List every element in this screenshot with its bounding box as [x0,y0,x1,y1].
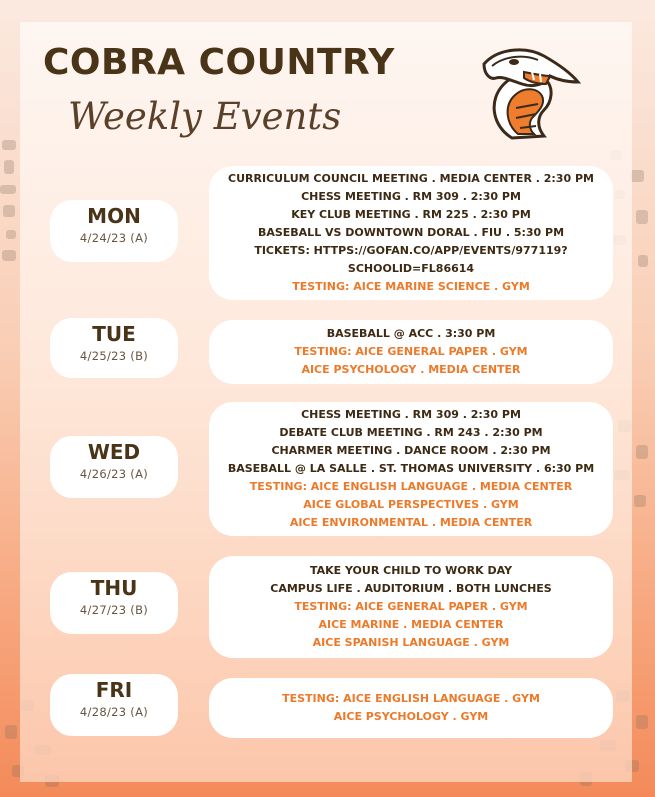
events-card-fri [209,678,613,738]
day-card-tue [50,318,178,378]
testing-line: TESTING: AICE GENERAL PAPER . GYM [294,345,528,358]
day-card-fri [50,674,178,736]
day-card-thu [50,572,178,634]
page-title: COBRA COUNTRY [43,42,395,83]
event-line: CURRICULUM COUNCIL MEETING . MEDIA CENTER . 2:30 PM [228,172,594,185]
page-subtitle: Weekly Events [68,95,342,138]
event-line: DEBATE CLUB MEETING . RM 243 . 2:30 PM [279,426,543,439]
testing-line: AICE MARINE . MEDIA CENTER [318,618,504,631]
event-line: BASEBALL @ LA SALLE . ST. THOMAS UNIVERSITY . 6:30 PM [227,462,595,475]
testing-line: AICE PSYCHOLOGY . GYM [333,710,489,723]
testing-line: TESTING: AICE GENERAL PAPER . GYM [294,600,528,613]
day-date: 4/27/23 (B) [79,603,149,617]
testing-line: AICE GLOBAL PERSPECTIVES . GYM [303,498,519,511]
day-date: 4/25/23 (B) [79,349,149,363]
event-line: TAKE YOUR CHILD TO WORK DAY [309,564,513,577]
day-date: 4/28/23 (A) [79,705,149,719]
event-line: SCHOOLID=FL86614 [347,262,475,275]
events-card-thu [209,556,613,658]
testing-line: AICE PSYCHOLOGY . MEDIA CENTER [301,363,521,376]
event-line: BASEBALL @ ACC . 3:30 PM [326,327,496,340]
testing-line: TESTING: AICE ENGLISH LANGUAGE . GYM [282,692,540,705]
day-date: 4/24/23 (A) [79,231,149,245]
testing-line: TESTING: AICE ENGLISH LANGUAGE . MEDIA CENTER [249,480,573,493]
day-card-wed [50,436,178,498]
testing-line: TESTING: AICE MARINE SCIENCE . GYM [292,280,530,293]
day-card-mon [50,200,178,262]
event-line: BASEBALL VS DOWNTOWN DORAL . FIU . 5:30 PM [257,226,565,239]
event-line: CHESS MEETING . RM 309 . 2:30 PM [301,408,521,421]
event-line: CHARMER MEETING . DANCE ROOM . 2:30 PM [271,444,551,457]
testing-line: AICE SPANISH LANGUAGE . GYM [312,636,510,649]
day-name: TUE [92,322,136,346]
testing-line: AICE ENVIRONMENTAL . MEDIA CENTER [289,516,533,529]
event-line: KEY CLUB MEETING . RM 225 . 2:30 PM [291,208,531,221]
events-card-tue [209,320,613,384]
day-name: THU [90,576,138,600]
day-date: 4/26/23 (A) [79,467,149,481]
events-card-wed [209,402,613,536]
events-card-mon [209,166,613,300]
day-name: WED [87,440,141,464]
day-name: FRI [95,678,133,702]
event-line: CAMPUS LIFE . AUDITORIUM . BOTH LUNCHES [270,582,552,595]
event-line: CHESS MEETING . RM 309 . 2:30 PM [301,190,521,203]
day-name: MON [87,204,141,228]
cobra-mascot-icon [474,42,584,142]
event-line: TICKETS: HTTPS://GOFAN.CO/APP/EVENTS/977119? [254,244,568,257]
